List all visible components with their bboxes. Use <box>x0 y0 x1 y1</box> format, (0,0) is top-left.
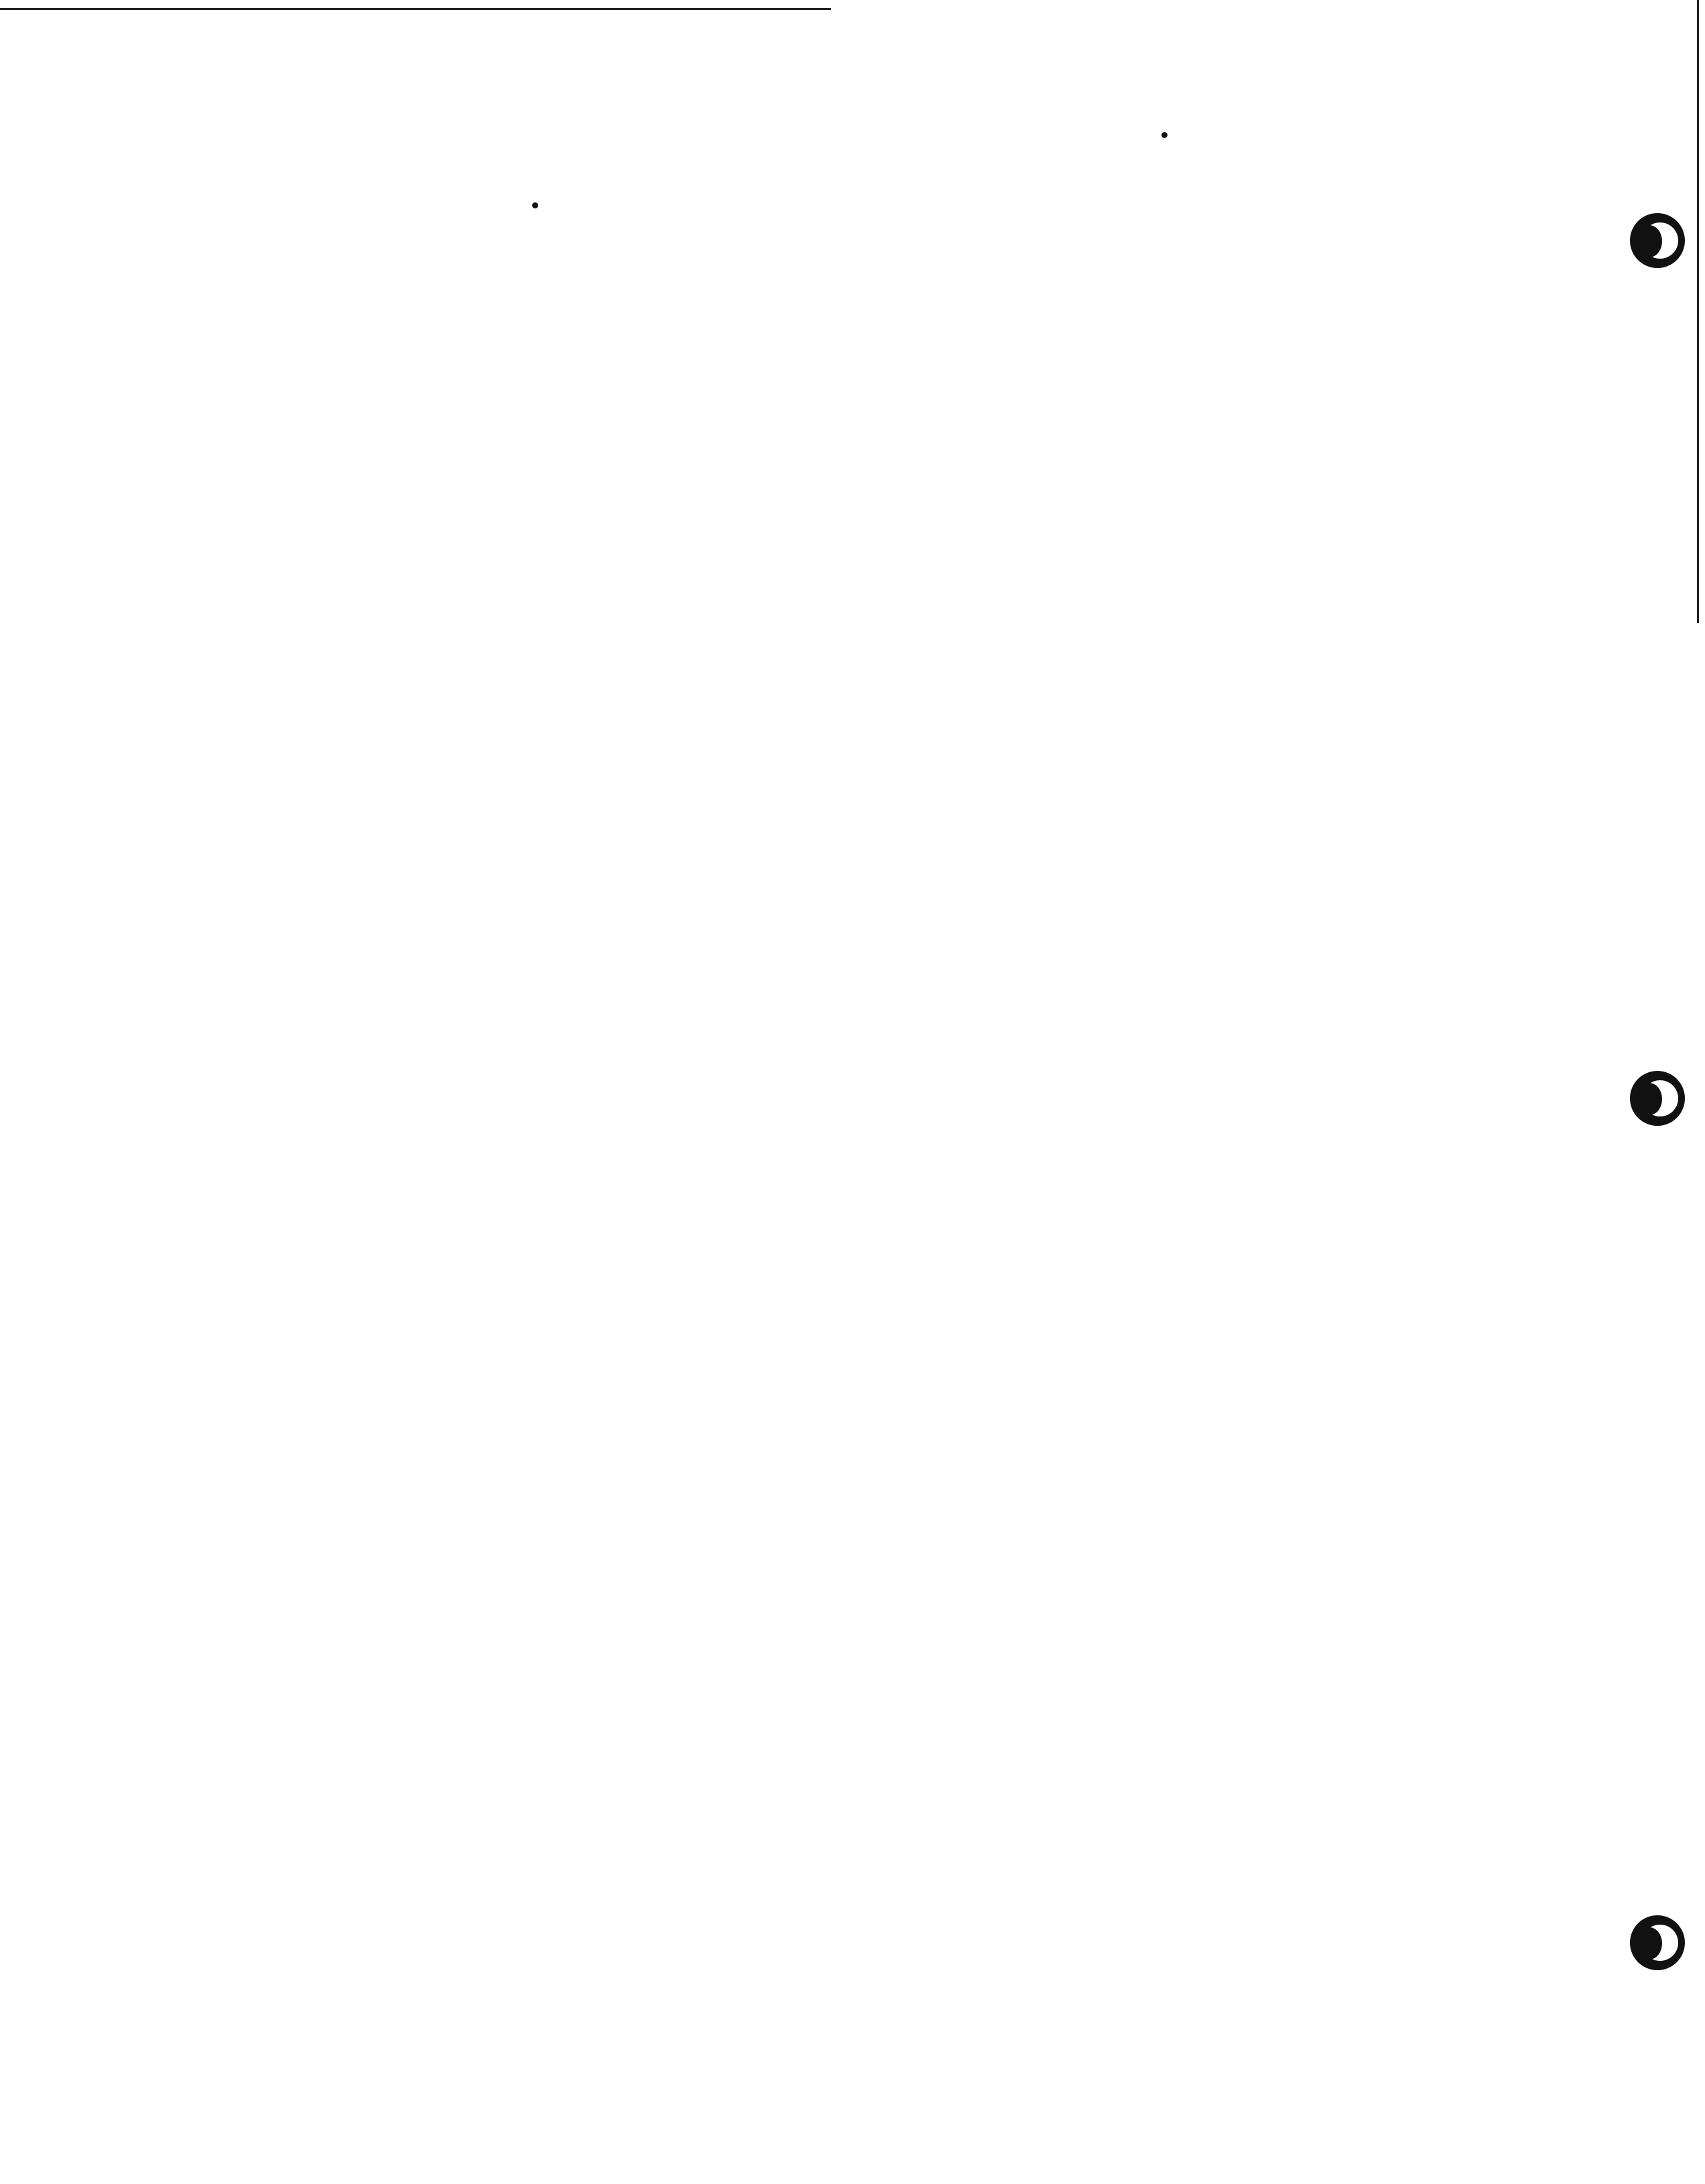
binder-hole-icon <box>1630 1071 1685 1126</box>
toa-section <box>107 225 811 248</box>
right-column <box>865 214 1565 361</box>
top-rule <box>0 8 831 10</box>
binder-hole-icon <box>1630 1915 1685 1970</box>
speck-dot <box>1161 132 1167 138</box>
tpd-section <box>865 338 1565 361</box>
page-edge-line <box>1697 0 1699 623</box>
binder-hole-icon <box>1630 213 1685 268</box>
left-column <box>107 161 811 248</box>
